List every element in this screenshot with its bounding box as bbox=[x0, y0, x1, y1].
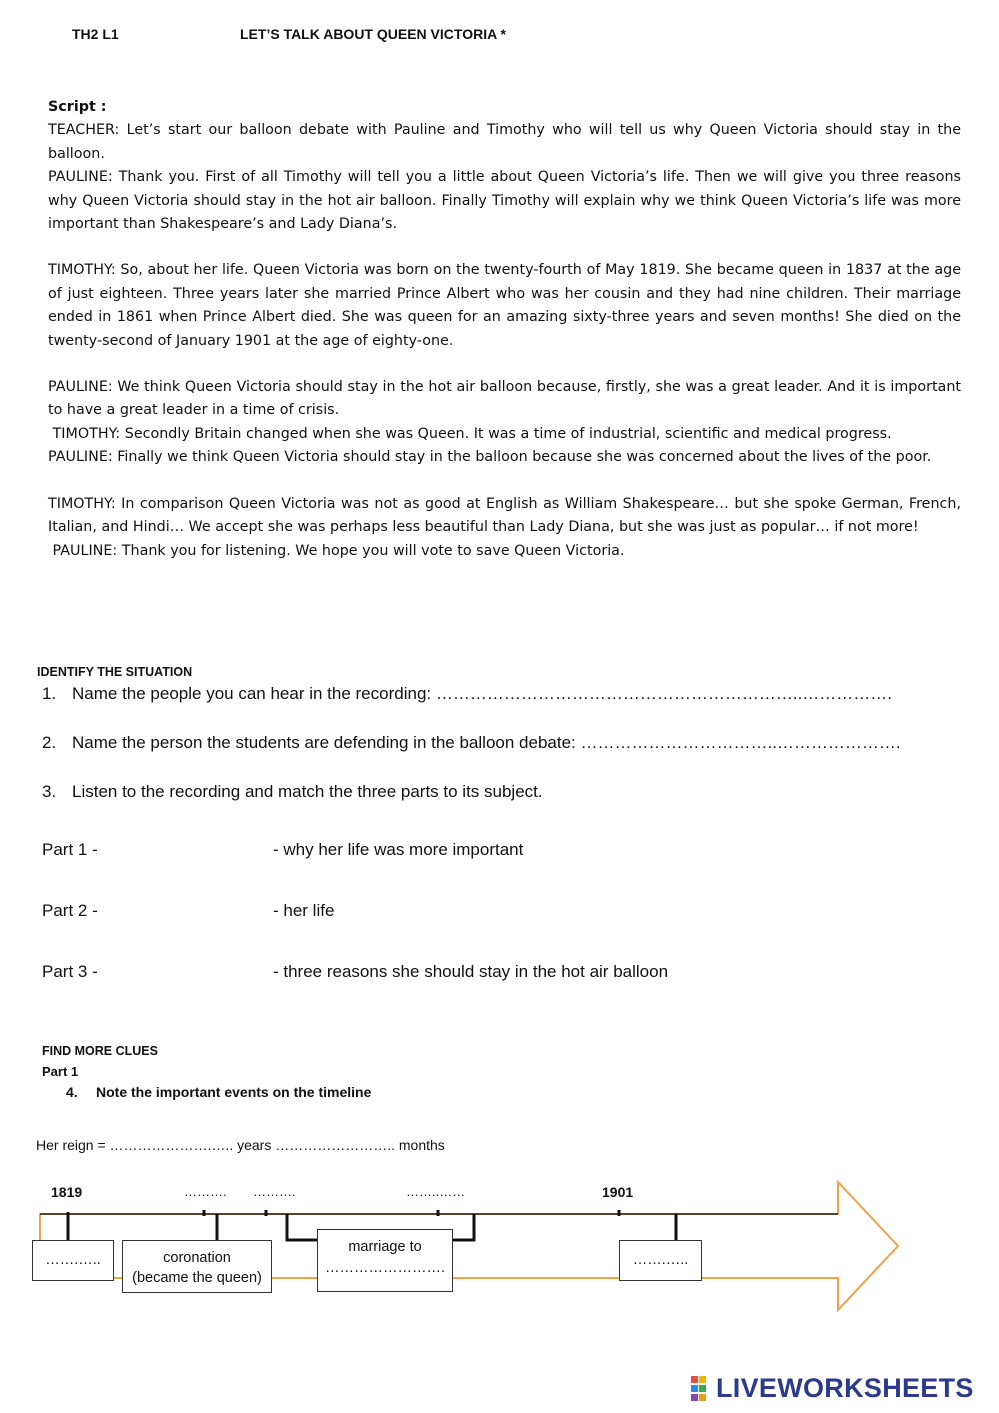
question-text: Name the people you can hear in the recording: ………………………………………………………..……………. bbox=[72, 684, 893, 703]
part-2-subject[interactable]: - her life bbox=[273, 901, 335, 920]
timeline-box-birth[interactable]: …….….. bbox=[32, 1240, 114, 1281]
worksheet-title: LET’S TALK ABOUT QUEEN VICTORIA * bbox=[240, 26, 507, 42]
script-block bbox=[48, 96, 961, 563]
script-paragraph: TIMOTHY: Secondly Britain changed when she was Queen. It was a time of industrial, scientific and medical progress. bbox=[48, 425, 892, 442]
reign-line[interactable]: Her reign = ………………….….. years …………………….. months bbox=[36, 1137, 445, 1153]
timeline-blank-1[interactable]: ………. bbox=[184, 1184, 227, 1199]
section-title-clues: FIND MORE CLUES bbox=[42, 1044, 158, 1058]
timeline-box-death[interactable]: …….….. bbox=[619, 1240, 702, 1281]
logo-icon bbox=[690, 1375, 716, 1403]
section-title-identify: IDENTIFY THE SITUATION bbox=[37, 665, 193, 679]
question-3 bbox=[42, 782, 972, 802]
script-paragraph: PAULINE: Finally we think Queen Victoria should stay in the balloon because she was concerned about the lives of the poor. bbox=[48, 449, 932, 466]
script-paragraph: PAULINE: Thank you for listening. We hope you will vote to save Queen Victoria. bbox=[48, 542, 625, 559]
question-number: 2. bbox=[42, 733, 57, 752]
coronation-text: coronation bbox=[163, 1250, 231, 1266]
part-heading: Part 1 bbox=[42, 1064, 79, 1079]
question-text: Name the person the students are defending in the balloon debate: ……………………………..…………………. bbox=[72, 733, 901, 752]
coronation-subtext: (became the queen) bbox=[132, 1270, 262, 1286]
question-2 bbox=[42, 733, 972, 753]
question-1 bbox=[42, 684, 972, 704]
part-3-subject[interactable]: - three reasons she should stay in the hot air balloon bbox=[273, 962, 669, 981]
timeline-box-marriage bbox=[317, 1229, 453, 1292]
question-4 bbox=[66, 1084, 371, 1100]
script-title: Script : bbox=[48, 99, 107, 115]
script-paragraph: TIMOTHY: In comparison Queen Victoria was not as good at English as William Shakespeare… but she spoke German, French, Italian, and Hindi… We accept she was perhaps less beautiful than Lady Diana, but she was just as popular… if not more! bbox=[48, 495, 961, 536]
question-number: 4. bbox=[66, 1084, 78, 1100]
marriage-blank[interactable]: ……………………. bbox=[324, 1260, 446, 1276]
part-3-label: Part 3 - bbox=[42, 962, 98, 981]
marriage-text: marriage to bbox=[348, 1239, 422, 1255]
script-paragraph: PAULINE: Thank you. First of all Timothy will tell you a little about Queen Victoria’s life. Then we will give you three reasons why Queen Victoria should stay in the hot air balloon. Finally Timothy will explain why we think Queen Victoria’s life was more important than Shakespeare’s and Lady Diana’s. bbox=[48, 169, 961, 233]
part-1-label: Part 1 - bbox=[42, 840, 98, 859]
worksheet-code: TH2 L1 bbox=[72, 26, 119, 42]
logo-text: LIVEWORKSHEETS bbox=[716, 1373, 974, 1403]
timeline-label-1901: 1901 bbox=[602, 1184, 634, 1200]
part-2-label: Part 2 - bbox=[42, 901, 98, 920]
part-1-subject[interactable]: - why her life was more important bbox=[273, 840, 524, 859]
timeline-box-coronation bbox=[122, 1240, 272, 1293]
script-paragraph: TIMOTHY: So, about her life. Queen Victoria was born on the twenty-fourth of May 1819. She became queen in 1837 at the age of just eighteen. Three years later she married Prince Albert who was her cousin and they had nine children. Their marriage ended in 1861 when Prince Albert died. She was queen for an amazing sixty-three years and seven months! She died on the twenty-second of January 1901 at the age of eighty-one. bbox=[48, 262, 961, 349]
question-number: 1. bbox=[42, 684, 57, 703]
liveworksheets-logo bbox=[690, 1373, 974, 1404]
script-paragraph: PAULINE: We think Queen Victoria should stay in the hot air balloon because, firstly, she was a great leader. And it is important to have a great leader in a time of crisis. bbox=[48, 379, 961, 419]
timeline-blank-3[interactable]: ……..…… bbox=[406, 1184, 466, 1199]
timeline-label-1819: 1819 bbox=[51, 1184, 83, 1200]
timeline-blank-2[interactable]: ………. bbox=[253, 1184, 296, 1199]
question-number: 3. bbox=[42, 782, 57, 801]
script-paragraph: TEACHER: Let’s start our balloon debate with Pauline and Timothy who will tell us why Queen Victoria should stay in the balloon. bbox=[48, 122, 961, 162]
question-text: Note the important events on the timeline bbox=[96, 1084, 372, 1100]
question-text: Listen to the recording and match the three parts to its subject. bbox=[72, 782, 543, 801]
